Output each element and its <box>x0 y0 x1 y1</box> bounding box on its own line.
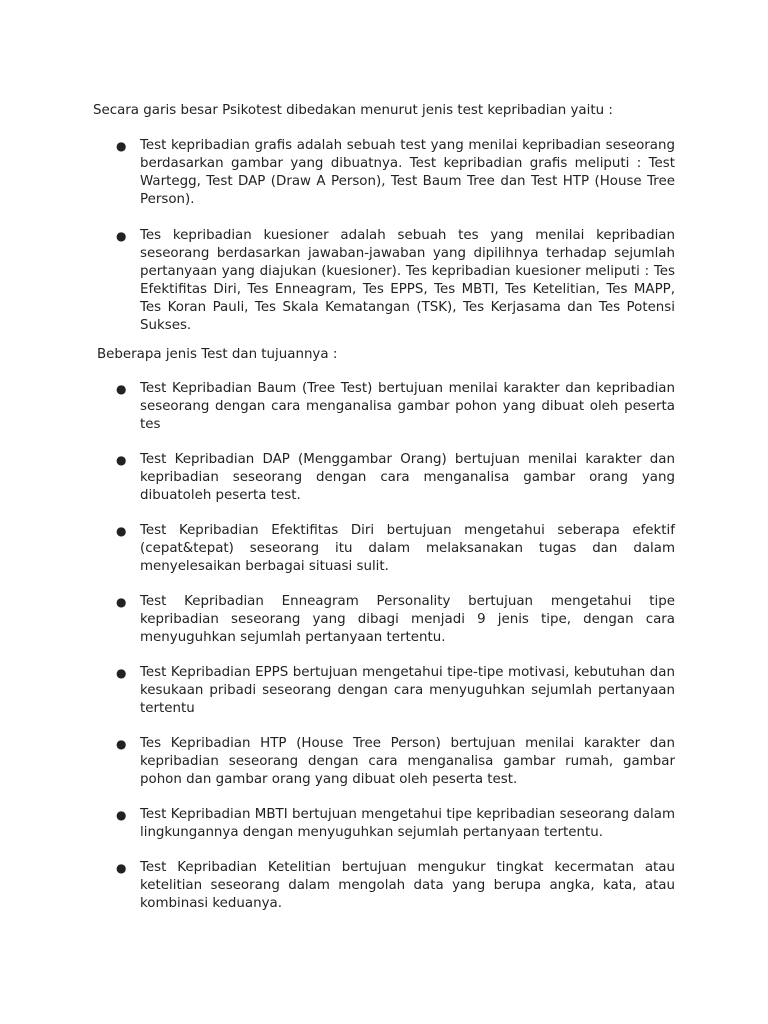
list-item <box>0 137 768 209</box>
bullet-icon: ● <box>116 666 127 680</box>
section-heading: Beberapa jenis Test dan tujuannya : <box>97 347 338 362</box>
list-item-text: Test Kepribadian Enneagram Personality bertujuan mengetahui tipe kepribadian seseorang yang dibagi menjadi 9 jenis tipe, dengan cara menyuguhkan sejumlah pertanyaan tertentu. <box>140 594 675 645</box>
list-item-text: Test kepribadian grafis adalah sebuah test yang menilai kepribadian seseorang berdasarkan gambar yang dibuatnya. Test kepribadian grafis meliputi : Test Wartegg, Test DAP (Draw A Person), Test Baum Tree dan Test HTP (House Tree Person). <box>140 138 675 207</box>
bullet-icon: ● <box>116 229 127 243</box>
bullet-icon: ● <box>116 524 127 538</box>
list-item <box>0 859 768 913</box>
list-item <box>0 522 768 576</box>
psikotest-types-list <box>0 137 768 335</box>
bullet-icon: ● <box>116 861 127 875</box>
list-item-text: Test Kepribadian MBTI bertujuan mengetahui tipe kepribadian seseorang dalam lingkungannya dengan menyuguhkan sejumlah pertanyaan tertentu. <box>140 807 675 840</box>
list-item-text: Test Kepribadian Ketelitian bertujuan mengukur tingkat kecermatan atau ketelitian seseorang dalam mengolah data yang berupa angka, kata, atau kombinasi keduanya. <box>140 860 675 911</box>
list-item <box>0 380 768 434</box>
list-item <box>0 227 768 335</box>
bullet-icon: ● <box>116 139 127 153</box>
bullet-icon: ● <box>116 808 127 822</box>
bullet-icon: ● <box>116 453 127 467</box>
bullet-icon: ● <box>116 382 127 396</box>
list-item <box>0 806 768 842</box>
list-item <box>0 451 768 505</box>
list-item-text: Test Kepribadian EPPS bertujuan mengetahui tipe-tipe motivasi, kebutuhan dan kesukaan pribadi seseorang dengan cara menyuguhkan sejumlah pertanyaan tertentu <box>140 665 675 716</box>
test-purposes-list <box>0 380 768 930</box>
intro-paragraph: Secara garis besar Psikotest dibedakan menurut jenis test kepribadian yaitu : <box>93 103 613 118</box>
bullet-icon: ● <box>116 737 127 751</box>
list-item-text: Tes Kepribadian HTP (House Tree Person) bertujuan menilai karakter dan kepribadian seseorang dengan cara menganalisa gambar rumah, gambar pohon dan gambar orang yang dibuat oleh peserta test. <box>140 736 675 787</box>
list-item-text: Test Kepribadian Baum (Tree Test) bertujuan menilai karakter dan kepribadian seseorang dengan cara menganalisa gambar pohon yang dibuat oleh peserta tes <box>140 381 675 432</box>
list-item <box>0 593 768 647</box>
list-item <box>0 735 768 789</box>
list-item-text: Test Kepribadian Efektifitas Diri bertujuan mengetahui seberapa efektif (cepat&tepat) seseorang itu dalam melaksanakan tugas dan dalam menyelesaikan berbagai situasi sulit. <box>140 523 675 574</box>
list-item-text: Test Kepribadian DAP (Menggambar Orang) bertujuan menilai karakter dan kepribadian seseorang dengan cara menganalisa gambar orang yang dibuatoleh peserta test. <box>140 452 675 503</box>
bullet-icon: ● <box>116 595 127 609</box>
list-item-text: Tes kepribadian kuesioner adalah sebuah tes yang menilai kepribadian seseorang berdasarkan jawaban-jawaban yang dipilihnya terhadap sejumlah pertanyaan yang diajukan (kuesioner). Tes kepribadian kuesioner meliputi : Tes Efektifitas Diri, Tes Enneagram, Tes EPPS, Tes MBTI, Tes Ketelitian, Tes MAPP, Tes Koran Pauli, Tes Skala Kematangan (TSK), Tes Kerjasama dan Tes Potensi Sukses. <box>140 228 675 333</box>
list-item <box>0 664 768 718</box>
